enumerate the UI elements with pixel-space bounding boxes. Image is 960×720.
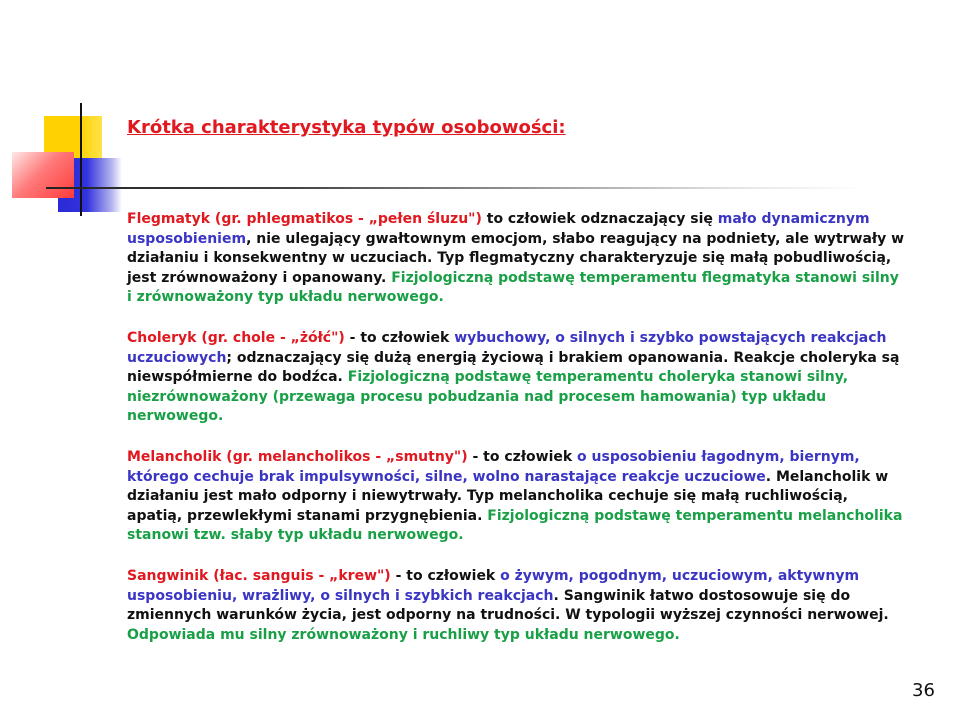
slide-title: Krótka charakterystyka typów osobowości: <box>127 117 566 138</box>
slide-corner-decoration <box>0 0 960 220</box>
term-melancholik: Melancholik (gr. melancholikos - „smutny") <box>127 448 468 465</box>
horizontal-divider-line <box>46 187 866 189</box>
disposition-segment: o usposobieniu łagodnym, biernym, którego cechuje brak impulsywności, silne, wolno narastające reakcje uczuciowe <box>127 448 860 485</box>
paragraph-melancholik <box>127 448 907 546</box>
disposition-segment: wybuchowy, o silnych i szybko powstających reakcjach uczuciowych <box>127 329 887 366</box>
physiology-segment: Odpowiada mu silny zrównoważony i ruchliwy typ układu nerwowego. <box>127 626 680 643</box>
physiology-segment: Fizjologiczną podstawę temperamentu flegmatyka stanowi silny i zrównoważony typ układu nerwowego. <box>127 269 899 306</box>
physiology-segment: Fizjologiczną podstawę temperamentu melancholika stanowi tzw. słaby typ układu nerwowego. <box>127 507 903 544</box>
term-flegmatyk: Flegmatyk (gr. phlegmatikos - „pełen śluzu") <box>127 211 482 227</box>
paragraph-flegmatyk <box>127 210 907 308</box>
term-choleryk: Choleryk (gr. chole - „żółć") <box>127 329 345 346</box>
text-segment: - to człowiek <box>390 567 501 584</box>
disposition-segment: o żywym, pogodnym, uczuciowym, aktywnym usposobieniu, wrażliwy, o silnych i szybkich reakcjach <box>127 567 860 604</box>
text-segment: , nie ulegający gwałtownym emocjom, słabo reagujący na podniety, ale wytrwały w działaniu i konsekwentny w uczuciach. Typ flegmatyczny charakteryzuje się małą pobudliwością, jest zrównoważony i opanowany. <box>127 230 905 286</box>
disposition-segment: mało dynamicznym usposobieniem <box>127 211 870 247</box>
page-number: 36 <box>912 680 935 701</box>
paragraph-choleryk <box>127 329 907 427</box>
red-square-shape <box>12 152 74 198</box>
text-segment: to człowiek odznaczający się <box>481 211 718 227</box>
text-segment: - to człowiek <box>344 329 455 346</box>
text-segment: . Melancholik w działaniu jest mało odporny i niewytrwały. Typ melancholika cechuje się małą ruchliwością, apatią, przewlekłymi stanami przygnębienia. <box>127 468 889 524</box>
paragraph-sangwinik <box>127 567 907 645</box>
text-segment: ; odznaczający się dużą energią życiową i brakiem opanowania. Reakcje choleryka są niewspółmierne do bodźca. <box>127 349 900 386</box>
term-sangwinik: Sangwinik (łac. sanguis - „krew") <box>127 567 391 584</box>
vertical-line <box>80 103 82 216</box>
text-segment: . Sangwinik łatwo dostosowuje się do zmiennych warunków życia, jest odporny na trudności. W typologii wyższej czynności nerwowej. <box>127 587 889 624</box>
slide-body <box>127 210 907 666</box>
physiology-segment: Fizjologiczną podstawę temperamentu choleryka stanowi silny, niezrównoważony (przewaga procesu pobudzania nad procesem hamowania) typ układu nerwowego. <box>127 369 849 425</box>
text-segment: - to człowiek <box>467 448 578 465</box>
